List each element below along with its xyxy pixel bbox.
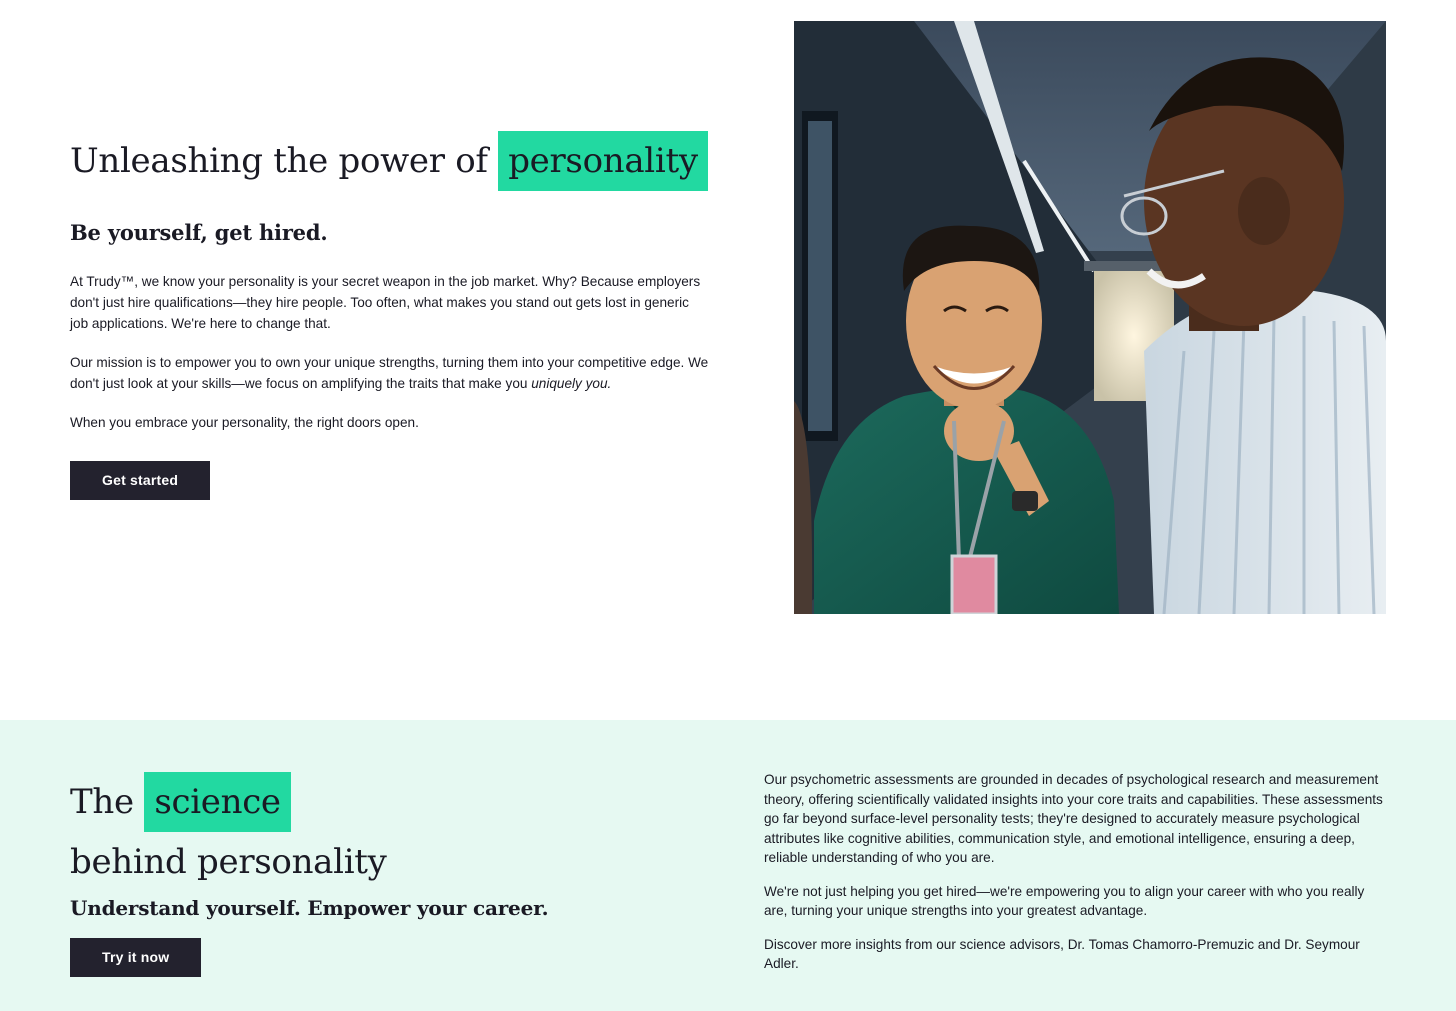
hero-subtitle: Be yourself, get hired.: [70, 220, 328, 245]
science-section: [0, 720, 1456, 1011]
science-subtitle: Understand yourself. Empower your career.: [70, 896, 549, 920]
science-paragraph-research: Our psychometric assessments are grounded in decades of psychological research and measurement theory, offering scientifically validated insights into your core traits and capabilities. These assessments go far beyond surface-level personality tests; they're designed to accurately measure psychological attributes like cognitive abilities, communication style, and emotional intelligence, ensuring a deep, reliable understanding of who you are.: [764, 772, 1383, 865]
hero-title-highlight: personality: [498, 131, 708, 191]
hero-paragraph-intro: At Trudy™, we know your personality is your secret weapon in the job market. Why? Because employers don't just hire qualifications—they hire people. Too often, what makes you stand out gets lost in generic job applications. We're here to change that.: [70, 274, 701, 331]
hero-paragraph-closing: When you embrace your personality, the right doors open.: [70, 415, 419, 430]
science-text-block: [764, 770, 1389, 974]
science-title-prefix: The: [70, 782, 134, 822]
science-title-highlight: science: [144, 772, 290, 832]
get-started-button[interactable]: Get started: [70, 461, 210, 500]
science-title-line2: behind personality: [70, 842, 387, 882]
hero-title: [70, 130, 710, 192]
try-it-now-button[interactable]: Try it now: [70, 938, 201, 977]
hero-paragraph-mission-emphasis: uniquely you.: [531, 376, 612, 391]
hero-photo: [794, 21, 1386, 614]
science-title: [70, 772, 710, 892]
hero-paragraph-mission: [70, 352, 710, 394]
hero-content: [70, 130, 710, 500]
science-paragraph-career: We're not just helping you get hired—we're empowering you to align your career with who you really are, turning your unique strengths into your greatest advantage.: [764, 883, 1365, 918]
hero-paragraph-mission-text: Our mission is to empower you to own your unique strengths, turning them into your competitive edge. We don't just look at your skills—we focus on amplifying the traits that make you: [70, 355, 709, 391]
science-heading-block: [70, 772, 710, 977]
science-paragraph-advisors: Discover more insights from our science advisors, Dr. Tomas Chamorro-Premuzic and Dr. Seymour Adler.: [764, 936, 1360, 971]
hero-photo-illustration: [794, 21, 1386, 614]
hero-title-prefix: Unleashing the power of: [70, 141, 488, 181]
